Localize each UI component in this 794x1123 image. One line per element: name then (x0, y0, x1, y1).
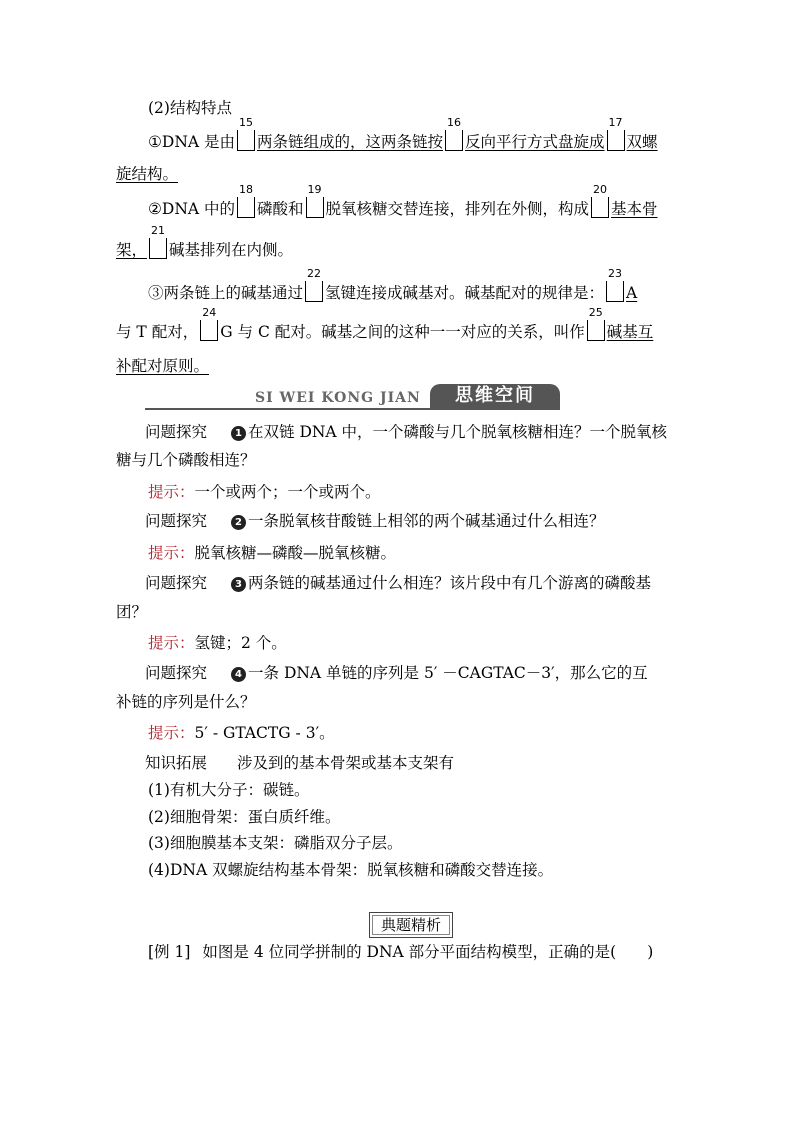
blank-box-17: 17 (607, 130, 625, 151)
extension-item: (2)细胞骨架：蛋白质纤维。 (148, 808, 341, 826)
banner-pinyin: SI WEI KONG JIAN (255, 390, 421, 406)
section-heading: (2)结构特点 (148, 99, 232, 117)
example-question: [例 1] 如图是 4 位同学拼制的 DNA 部分平面结构模型，正确的是( ) (148, 943, 654, 961)
question-2-hint: 提示：脱氧核糖—磷酸—脱氧核糖。 (148, 544, 397, 562)
number-badge-icon: 1 (231, 426, 246, 441)
question-1-line-2: 糖与几个磷酸相连？ (116, 451, 256, 469)
paragraph-3-line-2: 与 T 配对， 24 G 与 C 配对。碱基之间的这种一一对应的关系，叫作 25 碱基互 (116, 306, 654, 341)
blank-box-18: 18 (237, 197, 255, 218)
question-3-line-2: 团？ (116, 603, 148, 621)
paragraph-3-line-1: ③两条链上的碱基通过 22 氢键连接成碱基对。碱基配对的规律是： 23 A (148, 267, 638, 302)
paragraph-1-line-1: ①DNA 是由 15 两条链组成的，这两条链按 16 反向平行方式盘旋成 17 双螺 (148, 116, 658, 151)
extension-item: (4)DNA 双螺旋结构基本骨架：脱氧核糖和磷酸交替连接。 (148, 861, 554, 879)
blank-box-20: 20 (591, 197, 609, 218)
extension-item: (3)细胞膜基本支架：磷脂双分子层。 (148, 834, 403, 852)
question-1-hint: 提示：一个或两个；一个或两个。 (148, 483, 381, 501)
question-3-line-1: 问题探究 3 两条链的碱基通过什么相连？该片段中有几个游离的磷酸基 (145, 574, 652, 592)
blank-box-23: 23 (606, 281, 624, 302)
example-section-title: 典题精析 (369, 912, 453, 938)
question-3-hint: 提示：氢键；2 个。 (148, 634, 287, 652)
question-2-line-1: 问题探究 2 一条脱氧核苷酸链上相邻的两个碱基通过什么相连？ (145, 512, 605, 530)
blank-box-22: 22 (305, 281, 323, 302)
blank-box-16: 16 (445, 130, 463, 151)
question-4-line-2: 补链的序列是什么？ (116, 693, 256, 711)
banner-title: 思维空间 (430, 384, 560, 408)
paragraph-2-line-2: 架， 21 碱基排列在内侧。 (116, 224, 294, 259)
paragraph-2-line-1: ②DNA 中的 18 磷酸和 19 脱氧核糖交替连接，排列在外侧，构成 20 基本骨 (148, 183, 658, 218)
section-banner (145, 384, 560, 412)
number-badge-icon: 4 (231, 667, 246, 682)
paragraph-3-line-3: 补配对原则。 (116, 357, 210, 375)
extension-heading: 知识拓展 涉及到的基本骨架或基本支架有 (145, 754, 455, 772)
banner-rule (145, 408, 560, 410)
blank-box-25: 25 (587, 320, 605, 341)
question-4-line-1: 问题探究 4 一条 DNA 单链的序列是 5′ －CAGTAC－3′，那么它的互 (145, 664, 648, 682)
blank-box-24: 24 (200, 320, 218, 341)
extension-item: (1)有机大分子：碳链。 (148, 781, 310, 799)
question-1-line-1: 问题探究 1 在双链 DNA 中，一个磷酸与几个脱氧核糖相连？一个脱氧核 (145, 423, 668, 441)
paragraph-1-line-2: 旋结构。 (116, 165, 179, 183)
question-4-hint: 提示：5′ - GTACTG - 3′。 (148, 724, 335, 742)
blank-box-15: 15 (237, 130, 255, 151)
blank-box-21: 21 (149, 238, 167, 259)
number-badge-icon: 3 (231, 577, 246, 592)
blank-box-19: 19 (306, 197, 324, 218)
number-badge-icon: 2 (231, 515, 246, 530)
